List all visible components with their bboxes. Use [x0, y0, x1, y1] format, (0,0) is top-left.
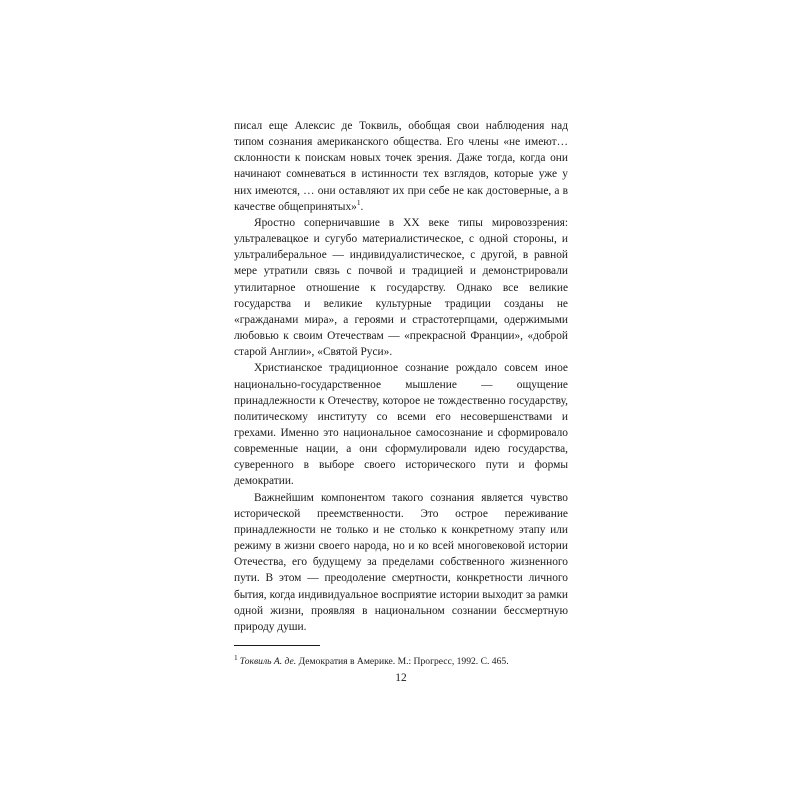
- paragraph-2: Яростно соперничавшие в XX веке типы мировоззрения: ультралевацкое и сугубо материалистическое, с одной стороны, и ультралиберальное — индивидуалистическое, с другой, в равной мере утратили связь с почвой и традицией и демонстрировали утилитарное отношение к государству. Однако все великие государства и великие культурные традиции созданы не «гражданами мира», а героями и страстотерпцами, одержимыми любовью к своим Отечествам — «прекрасной Франции», «доброй старой Англии», «Святой Руси».: [234, 216, 568, 359]
- page-number: 12: [395, 672, 407, 684]
- paragraph-3: Христианское традиционное сознание рождало совсем иное национально-государственное мышление — ощущение принадлежности к Отечеству, которое не тождественно государству, политическому институту со всеми его несовершенствами и грехами. Именно это национальное самосознание и сформировало современные нации, а они сформулировали идею государства, суверенного в выборе своего исторического пути и формы демократии.: [234, 362, 568, 488]
- paragraph-1-text: писал еще Алексис де Токвиль, обобщая свои наблюдения над типом сознания американского общества. Его члены «не имеют… склонности к поискам новых точек зрения. Даже тогда, когда они начинают сомневаться в истинности тех взглядов, которые уже у них имеются, … они оставляют их при себе не как достоверные, а в качестве общепринятых»: [234, 120, 568, 213]
- footnote-area: [234, 645, 568, 668]
- footnote-author: Токвиль А. де.: [239, 656, 297, 668]
- paragraph-1: писал еще Алексис де Токвиль, обобщая свои наблюдения над типом сознания американского общества. Его члены «не имеют… склонности к поискам новых точек зрения. Даже тогда, когда они начинают сомневаться в истинности тех взглядов, которые уже у них имеются, … они оставляют их при себе не как достоверные, а в качестве общепринятых»$^1$.: [234, 120, 568, 213]
- footnote-reference-marker: 1: [356, 197, 361, 207]
- footnote-marker: 1: [234, 653, 238, 662]
- footnote-reference: Демократия в Америке. М.: Прогресс, 1992. С. 465.: [298, 656, 509, 668]
- footnote-separator-rule: [234, 645, 320, 646]
- body-text-column: [234, 118, 568, 635]
- paragraph-4: Важнейшим компонентом такого сознания является чувство исторической преемственности. Это острое переживание принадлежности не только и не столько к конкретному этапу или режиму в жизни своего народа, но и ко всей многовековой истории Отечества, его будущему за пределами собственного жизненного пути. В этом — преодоление смертности, конкретности личного бытия, когда индивидуальное восприятие истории выходит за рамки одной жизни, проявляя в национальном сознании бессмертную природу души.: [234, 491, 568, 633]
- footnote-text: [234, 651, 568, 668]
